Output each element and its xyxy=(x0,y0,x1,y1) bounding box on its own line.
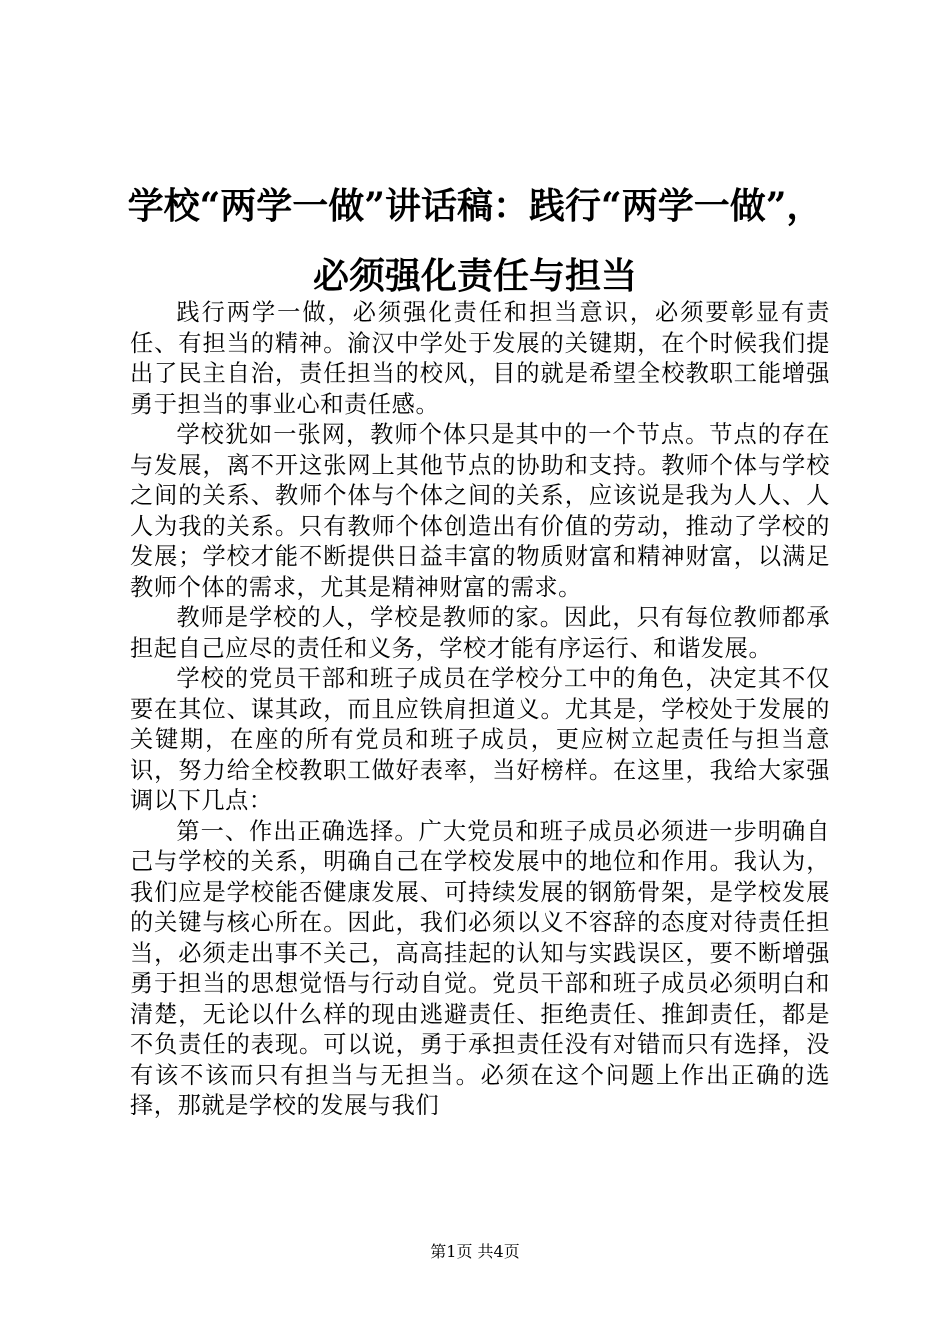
document-title-line-1: 学校“两学一做”讲话稿：践行“两学一做”， xyxy=(127,185,823,227)
paragraph-5: 第一、作出正确选择。广大党员和班子成员必须进一步明确自己与学校的关系，明确自己在学校发展中的地位和作用。我认为，我们应是学校能否健康发展、可持续发展的钢筋骨架，是学校发展的关键与核心所在。因此，我们必须以义不容辞的态度对待责任担当，必须走出事不关己，高高挂起的认知与实践误区，要不断增强勇于担当的思想觉悟与行动自觉。党员干部和班子成员必须明白和清楚，无论以什么样的现由逃避责任、拒绝责任、推卸责任，都是不负责任的表现。可以说，勇于承担责任没有对错而只有选择，没有该不该而只有担当与无担当。必须在这个问题上作出正确的选择，那就是学校的发展与我们 xyxy=(130,817,830,1119)
page-footer: 第1页 共4页 xyxy=(430,1242,520,1261)
document-title-line-2: 必须强化责任与担当 xyxy=(312,255,637,297)
paragraph-2: 学校犹如一张网，教师个体只是其中的一个节点。节点的存在与发展，离不开这张网上其他节点的协助和支持。教师个体与学校之间的关系、教师个体与个体之间的关系，应该说是我为人人、人人为我的关系。只有教师个体创造出有价值的劳动，推动了学校的发展；学校才能不断提供日益丰富的物质财富和精神财富，以满足教师个体的需求，尤其是精神财富的需求。 xyxy=(130,421,830,601)
document-body xyxy=(130,298,830,1122)
paragraph-3: 教师是学校的人，学校是教师的家。因此，只有每位教师都承担起自己应尽的责任和义务，学校才能有序运行、和谐发展。 xyxy=(130,604,830,662)
paragraph-4: 学校的党员干部和班子成员在学校分工中的角色，决定其不仅要在其位、谋其政，而且应铁肩担道义。尤其是，学校处于发展的关键期，在座的所有党员和班子成员，更应树立起责任与担当意识，努力给全校教职工做好表率，当好榜样。在这里，我给大家强调以下几点： xyxy=(130,665,830,814)
paragraph-1: 践行两学一做，必须强化责任和担当意识，必须要彰显有责任、有担当的精神。渝汉中学处于发展的关键期，在个时候我们提出了民主自治，责任担当的校风，目的就是希望全校教职工能增强勇于担当的事业心和责任感。 xyxy=(130,299,830,418)
